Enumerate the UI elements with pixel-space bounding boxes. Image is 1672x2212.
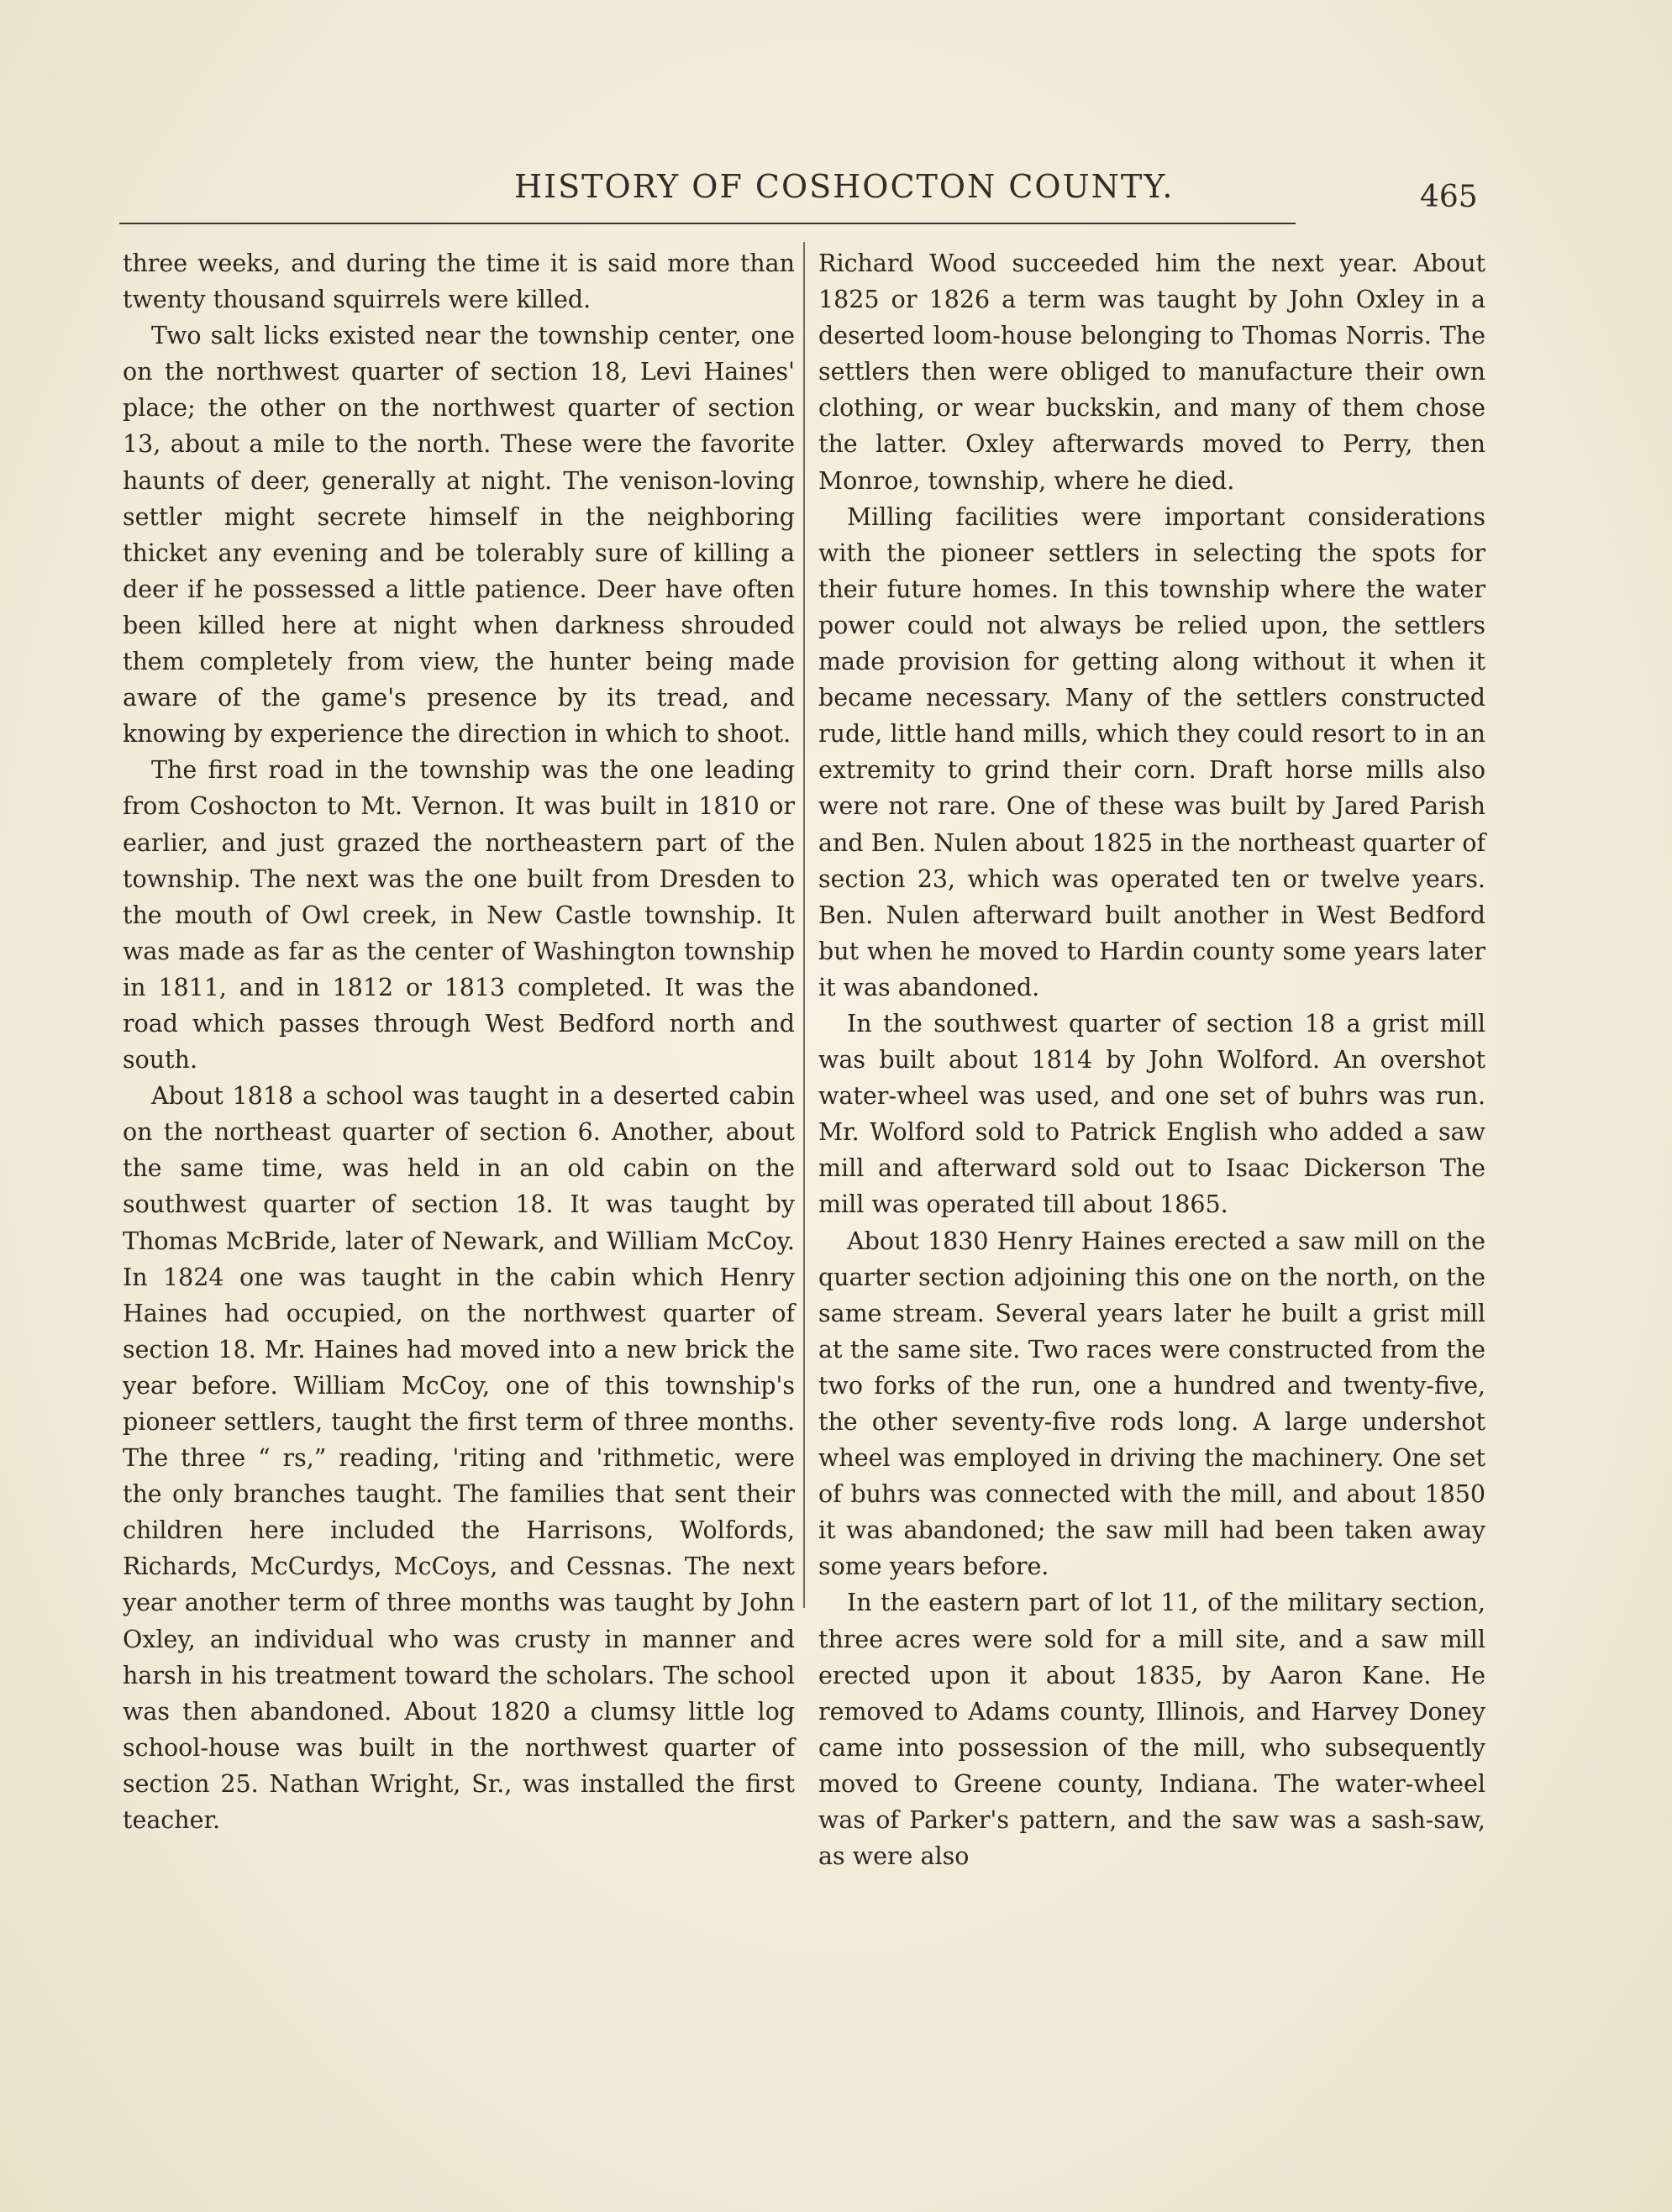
right-column xyxy=(818,245,1485,1874)
paragraph: About 1818 a school was taught in a deserted cabin on the northeast quarter of section 6. Another, about the same time, was held in an old cabin on the southwest quarter of section 18. It was taught by Thomas McBride, later of Newark, and William McCoy. In 1824 one was taught in the cabin which Henry Haines had occupied, on the northwest quarter of section 18. Mr. Haines had moved into a new brick the year before. William McCoy, one of this township's pioneer settlers, taught the first term of three months. The three “ rs,” reading, 'riting and 'rithmetic, were the only branches taught. The families that sent their children here included the Harrisons, Wolfords, Richards, McCurdys, McCoys, and Cessnas. The next year another term of three months was taught by John Oxley, an individual who was crusty in manner and harsh in his treatment toward the scholars. The school was then abandoned. About 1820 a clumsy little log school-house was built in the northwest quarter of section 25. Nathan Wright, Sr., was installed the first teacher. xyxy=(123,1082,795,1835)
paragraph: Milling facilities were important considerations with the pioneer settlers in selecting the spots for their future homes. In this township where the water power could not always be relied upon, the settlers made provision for getting along without it when it became necessary. Many of the settlers constructed rude, little hand mills, which they could resort to in an extremity to grind their corn. Draft horse mills also were not rare. One of these was built by Jared Parish and Ben. Nulen about 1825 in the northeast quarter of section 23, which was operated ten or twelve years. Ben. Nulen afterward built another in West Bedford but when he moved to Hardin county some years later it was abandoned. xyxy=(818,502,1485,1001)
paragraph: Richard Wood succeeded him the next year. About 1825 or 1826 a term was taught by John Oxley in a deserted loom-house belonging to Thomas Norris. The settlers then were obliged to manufacture their own clothing, or wear buckskin, and many of them chose the latter. Oxley afterwards moved to Perry, then Monroe, township, where he died. xyxy=(818,250,1485,495)
running-title: HISTORY OF COSHOCTON COUNTY. xyxy=(514,168,1175,205)
running-head xyxy=(0,168,1672,218)
paragraph: About 1830 Henry Haines erected a saw mill on the quarter section adjoining this one on the north, on the same stream. Several years later he built a grist mill at the same site. Two races were constructed from the two forks of the run, one a hundred and twenty-five, the other seventy-five rods long. A large undershot wheel was employed in driving the machinery. One set of buhrs was connected with the mill, and about 1850 it was abandoned; the saw mill had been taken away some years before. xyxy=(818,1227,1485,1581)
paragraph: In the eastern part of lot 11, of the military section, three acres were sold for a mill site, and a saw mill erected upon it about 1835, by Aaron Kane. He removed to Adams county, Illinois, and Harvey Doney came into possession of the mill, who subsequently moved to Greene county, Indiana. The water-wheel was of Parker's pattern, and the saw was a sash-saw, as were also xyxy=(818,1589,1485,1871)
paragraph: In the southwest quarter of section 18 a grist mill was built about 1814 by John Wolford. An overshot water-wheel was used, and one set of buhrs was run. Mr. Wolford sold to Patrick English who added a saw mill and afterward sold out to Isaac Dickerson The mill was operated till about 1865. xyxy=(818,1009,1485,1219)
left-column xyxy=(123,245,795,1838)
column-divider xyxy=(803,242,805,1608)
header-rule xyxy=(119,223,1296,224)
paragraph: The first road in the township was the one leading from Coshocton to Mt. Vernon. It was built in 1810 or earlier, and just grazed the northeastern part of the township. The next was the one built from Dresden to the mouth of Owl creek, in New Castle township. It was made as far as the center of Washington township in 1811, and in 1812 or 1813 completed. It was the road which passes through West Bedford north and south. xyxy=(123,756,795,1074)
page-number: 465 xyxy=(1420,180,1478,214)
paragraph: Two salt licks existed near the township center, one on the northwest quarter of section 18, Levi Haines' place; the other on the northwest quarter of section 13, about a mile to the north. These were the favorite haunts of deer, generally at night. The venison-loving settler might secrete himself in the neighboring thicket any evening and be tolerably sure of killing a deer if he possessed a little patience. Deer have often been killed here at night when darkness shrouded them completely from view, the hunter being made aware of the game's presence by its tread, and knowing by experience the direction in which to shoot. xyxy=(123,322,795,749)
paragraph: three weeks, and during the time it is said more than twenty thousand squirrels were killed. xyxy=(123,250,795,314)
